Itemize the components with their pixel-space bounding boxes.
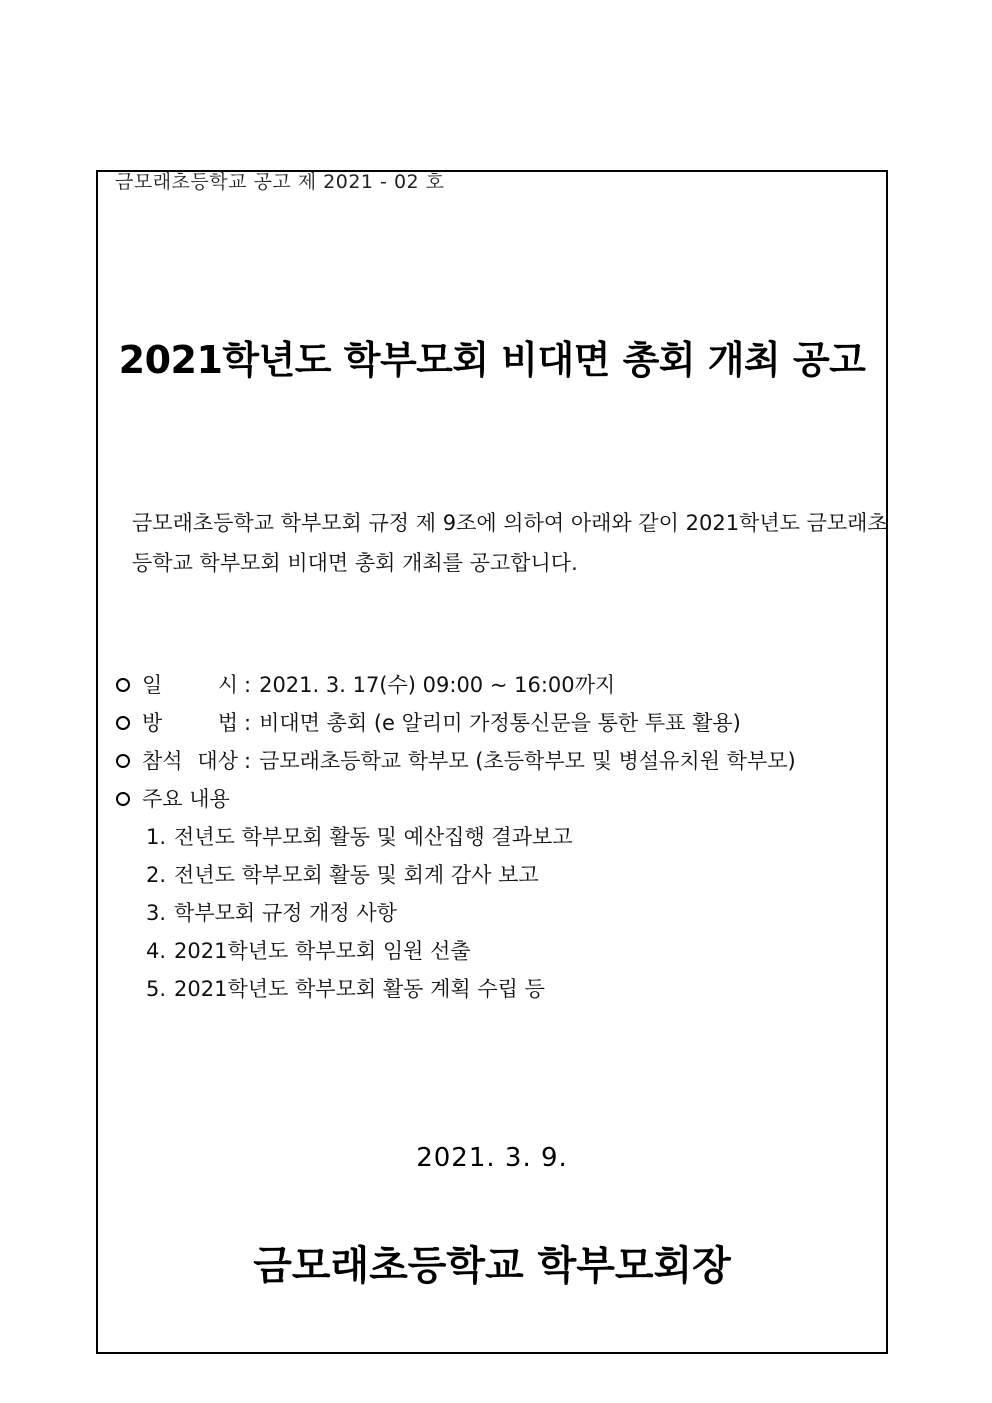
agenda-number: 1.	[146, 825, 167, 849]
agenda-heading	[116, 780, 796, 818]
circle-bullet-icon	[116, 678, 130, 692]
detail-value: 2021. 3. 17(수) 09:00 ~ 16:00까지	[259, 673, 616, 697]
document-title: 2021학년도 학부모회 비대면 총회 개최 공고	[118, 338, 866, 382]
agenda-text: 학부모회 규정 개정 사항	[174, 901, 397, 925]
notice-date: 2021. 3. 9.	[416, 1143, 568, 1173]
agenda-text: 2021학년도 학부모회 임원 선출	[174, 939, 471, 963]
detail-value: 비대면 총회 (e 알리미 가정통신문을 통한 투표 활용)	[259, 711, 741, 735]
details-list	[116, 666, 796, 1008]
detail-row-datetime	[116, 666, 796, 704]
agenda-number: 5.	[146, 977, 167, 1001]
intro-line: 등학교 학부모회 비대면 총회 개최를 공고합니다.	[132, 551, 578, 575]
detail-row-method	[116, 704, 796, 742]
agenda-label: 주요 내용	[142, 787, 230, 811]
agenda-text: 전년도 학부모회 활동 및 예산집행 결과보고	[174, 825, 573, 849]
separator: :	[244, 673, 252, 697]
circle-bullet-icon	[116, 792, 130, 806]
agenda-number: 2.	[146, 863, 167, 887]
detail-value: 금모래초등학교 학부모 (초등학부모 및 병설유치원 학부모)	[259, 749, 796, 773]
agenda-item	[116, 856, 796, 894]
detail-label: 참석 대상	[142, 749, 238, 773]
detail-label: 방 법	[142, 711, 238, 735]
intro-line: 금모래초등학교 학부모회 규정 제 9조에 의하여 아래와 같이 2021학년도 금모래초	[132, 511, 888, 535]
notice-number: 금모래초등학교 공고 제 2021 - 02 호	[115, 171, 445, 193]
signatory: 금모래초등학교 학부모회장	[253, 1243, 731, 1289]
separator: :	[244, 711, 252, 735]
separator: :	[244, 749, 252, 773]
intro-paragraph	[132, 503, 888, 583]
detail-row-attendees	[116, 742, 796, 780]
circle-bullet-icon	[116, 754, 130, 768]
agenda-number: 4.	[146, 939, 167, 963]
agenda-text: 전년도 학부모회 활동 및 회계 감사 보고	[174, 863, 539, 887]
agenda-item	[116, 970, 796, 1008]
detail-label: 일 시	[142, 673, 238, 697]
agenda-text: 2021학년도 학부모회 활동 계획 수립 등	[174, 977, 545, 1001]
agenda-item	[116, 894, 796, 932]
agenda-item	[116, 818, 796, 856]
circle-bullet-icon	[116, 716, 130, 730]
agenda-item	[116, 932, 796, 970]
agenda-number: 3.	[146, 901, 167, 925]
